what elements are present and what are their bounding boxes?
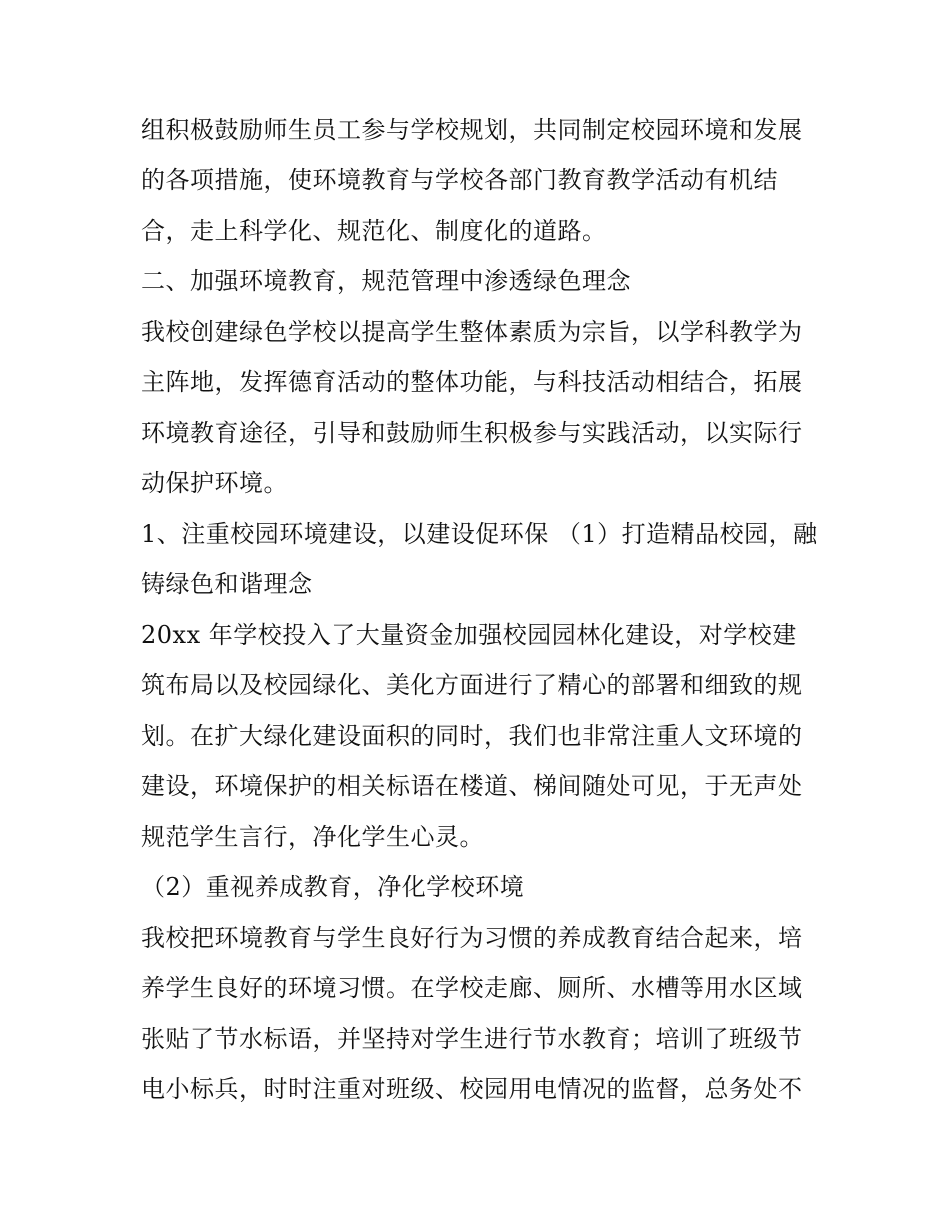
- subsection-heading: 铸绿色和谐理念: [141, 570, 313, 598]
- subsection-heading: 1、注重校园环境建设，以建设促环保 （1）打造精品校园，融: [141, 520, 818, 548]
- text-line: 的各项措施，使环境教育与学校各部门教育教学活动有机结: [141, 166, 778, 194]
- text-line: 组积极鼓励师生员工参与学校规划，共同制定校园环境和发展: [141, 116, 803, 144]
- text-line: 我校创建绿色学校以提高学生整体素质为宗旨，以学科教学为: [141, 318, 803, 346]
- text-line: 主阵地，发挥德育活动的整体功能，与科技活动相结合，拓展: [141, 368, 803, 396]
- text-line: 张贴了节水标语，并坚持对学生进行节水教育；培训了班级节: [141, 1025, 803, 1053]
- text-line: 20xx 年学校投入了大量资金加强校园园林化建设，对学校建: [141, 621, 797, 649]
- text-line: 建设，环境保护的相关标语在楼道、梯间随处可见，于无声处: [141, 772, 803, 800]
- text-line: 规范学生言行，净化学生心灵。: [141, 823, 484, 851]
- text-line: 养学生良好的环境习惯。在学校走廊、厕所、水槽等用水区域: [141, 974, 803, 1002]
- text-line: 合，走上科学化、规范化、制度化的道路。: [141, 217, 607, 245]
- text-line: 电小标兵，时时注重对班级、校园用电情况的监督，总务处不: [141, 1075, 803, 1103]
- section-heading: 二、加强环境教育，规范管理中渗透绿色理念: [141, 267, 631, 295]
- text-line: 筑布局以及校园绿化、美化方面进行了精心的部署和细致的规: [141, 671, 803, 699]
- text-line: 环境教育途径，引导和鼓励师生积极参与实践活动，以实际行: [141, 419, 803, 447]
- text-line: 我校把环境教育与学生良好行为习惯的养成教育结合起来，培: [141, 924, 803, 952]
- subsection-heading: （2）重视养成教育，净化学校环境: [141, 873, 525, 901]
- text-line: 划。在扩大绿化建设面积的同时，我们也非常注重人文环境的: [141, 722, 803, 750]
- text-line: 动保护环境。: [141, 469, 288, 497]
